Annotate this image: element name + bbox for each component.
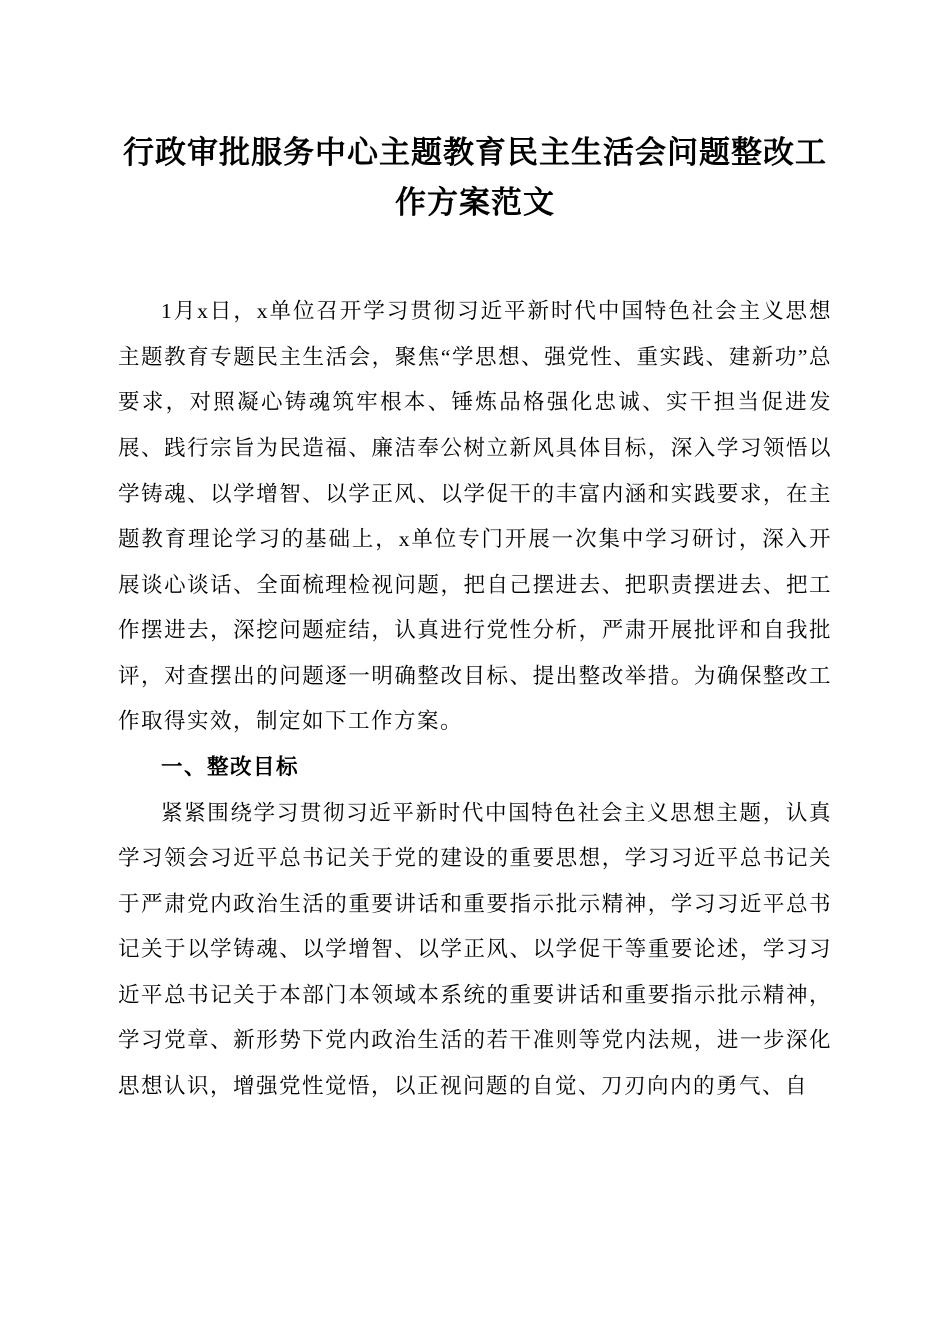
document-title: 行政审批服务中心主题教育民主生活会问题整改工作方案范文: [123, 135, 827, 220]
section-heading: 一、整改目标: [161, 754, 300, 779]
intro-paragraph: 1月x日，x单位召开学习贯彻习近平新时代中国特色社会主义思想主题教育专题民主生活会，聚焦“学思想、强党性、重实践、建新功”总要求，对照凝心铸魂筑牢根本、锤炼品格强化忠诚、实干担当促进发展、践行宗旨为民造福、廉洁奉公树立新风具体目标，深入学习领悟以学铸魂、以学增智、以学正风、以学促干的丰富内涵和实践要求，在主题教育理论学习的基础上，x单位专门开展一次集中学习研讨，深入开展谈心谈话、全面梳理检视问题，把自己摆进去、把职责摆进去、把工作摆进去，深挖问题症结，认真进行党性分析，严肃开展批评和自我批评，对查摆出的问题逐一明确整改目标、提出整改举措。为确保整改工作取得实效，制定如下工作方案。: [118, 299, 832, 734]
section-paragraph: 紧紧围绕学习贯彻习近平新时代中国特色社会主义思想主题，认真学习领会习近平总书记关于党的建设的重要思想，学习习近平总书记关于严肃党内政治生活的重要讲话和重要指示批示精神，学习习近平总书记关于以学铸魂、以学增智、以学正风、以学促干等重要论述，学习习近平总书记关于本部门本领域本系统的重要讲话和重要指示批示精神，学习党章、新形势下党内政治生活的若干准则等党内法规，进一步深化思想认识，增强党性觉悟，以正视问题的自觉、刀刃向内的勇气、自: [118, 800, 832, 1099]
